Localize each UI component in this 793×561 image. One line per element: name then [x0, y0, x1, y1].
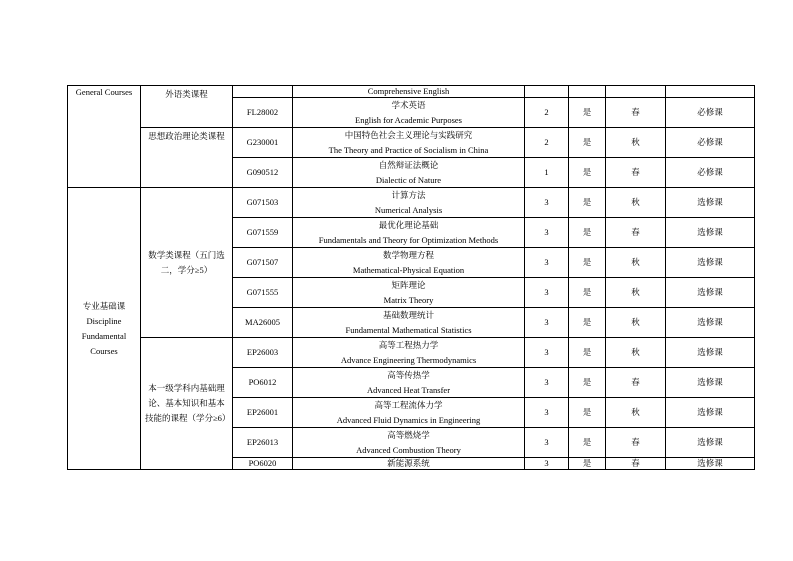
course-name-cn: 高等工程热力学: [378, 340, 439, 350]
category-label-discipline: 本一级学科内基础理论、基本知识和基本技能的课程（学分≥6）: [141, 338, 233, 470]
degree-cell: 是: [569, 428, 606, 458]
course-name-cn: 矩阵理论: [391, 280, 426, 290]
course-type-cell: [666, 86, 755, 98]
degree-cell: 是: [569, 398, 606, 428]
course-name-en: Advanced Combustion Theory: [356, 444, 461, 455]
course-name-en: Numerical Analysis: [374, 204, 443, 215]
credit-cell: 2: [525, 128, 569, 158]
term-cell: 秋: [606, 188, 666, 218]
term-cell: 秋: [606, 398, 666, 428]
table-row: [68, 338, 755, 368]
course-name-cell: [293, 98, 525, 128]
credit-cell: 3: [525, 248, 569, 278]
course-code-cell: PO6020: [233, 458, 293, 470]
course-name-cn: 高等燃烧学: [387, 430, 430, 440]
group-label-fundamental-cn: 专业基础课: [82, 300, 126, 311]
term-cell: 秋: [606, 308, 666, 338]
credit-cell: 3: [525, 308, 569, 338]
course-type-cell: 选修课: [666, 398, 755, 428]
degree-cell: 是: [569, 338, 606, 368]
course-type-cell: 选修课: [666, 188, 755, 218]
group-label-fundamental-en-1: Discipline: [86, 315, 122, 326]
credit-cell: 1: [525, 158, 569, 188]
course-name-cn: 高等工程流体力学: [374, 400, 443, 410]
degree-cell: 是: [569, 308, 606, 338]
course-type-cell: 必修课: [666, 128, 755, 158]
term-cell: 春: [606, 218, 666, 248]
term-cell: 秋: [606, 338, 666, 368]
course-name-cn: 基础数理统计: [382, 310, 434, 320]
course-name-en: Advance Engineering Thermodynamics: [340, 354, 477, 365]
category-label-math: 数学类课程（五门选二，学分≥5）: [141, 188, 233, 338]
degree-cell: 是: [569, 128, 606, 158]
degree-cell: 是: [569, 368, 606, 398]
degree-cell: [569, 86, 606, 98]
term-cell: 春: [606, 428, 666, 458]
credit-cell: 3: [525, 458, 569, 470]
course-code-cell: G230001: [233, 128, 293, 158]
category-label-politics: 思想政治理论类课程: [141, 128, 233, 188]
credit-cell: 3: [525, 368, 569, 398]
credit-cell: 2: [525, 98, 569, 128]
degree-cell: 是: [569, 218, 606, 248]
course-name-en: Fundamentals and Theory for Optimization Methods: [318, 234, 499, 245]
course-name-cell: [293, 428, 525, 458]
credit-cell: 3: [525, 338, 569, 368]
course-name-cn: 中国特色社会主义理论与实践研究: [344, 130, 473, 140]
course-name-cn: 自然辩证法概论: [378, 160, 439, 170]
course-type-cell: 必修课: [666, 98, 755, 128]
credit-cell: 3: [525, 218, 569, 248]
term-cell: 春: [606, 158, 666, 188]
course-name-cell: [293, 158, 525, 188]
course-type-cell: 必修课: [666, 158, 755, 188]
course-code-cell: EP26013: [233, 428, 293, 458]
credit-cell: 3: [525, 428, 569, 458]
term-cell: 春: [606, 368, 666, 398]
course-name-en: Advanced Fluid Dynamics in Engineering: [336, 414, 481, 425]
course-type-cell: 选修课: [666, 458, 755, 470]
credit-cell: 3: [525, 188, 569, 218]
group-label-fundamental: [68, 188, 141, 470]
degree-cell: 是: [569, 458, 606, 470]
course-name-cell: [293, 278, 525, 308]
course-name-cn: 高等传热学: [387, 370, 430, 380]
course-code-cell: G071503: [233, 188, 293, 218]
course-name-cn: 计算方法: [391, 190, 426, 200]
course-name-cn: 学术英语: [391, 100, 426, 110]
table-row: [68, 188, 755, 218]
course-code-cell: G090512: [233, 158, 293, 188]
credit-cell: 3: [525, 278, 569, 308]
course-code-cell: G071507: [233, 248, 293, 278]
course-name-en: Advanced Heat Transfer: [366, 384, 451, 395]
course-name-en: Fundamental Mathematical Statistics: [345, 324, 472, 335]
group-label-fundamental-en-2: Fundamental: [81, 330, 127, 341]
course-code-cell: EP26003: [233, 338, 293, 368]
term-cell: 秋: [606, 278, 666, 308]
course-type-cell: 选修课: [666, 248, 755, 278]
course-code-cell: EP26001: [233, 398, 293, 428]
course-name-cell: [293, 308, 525, 338]
term-cell: 春: [606, 98, 666, 128]
course-code-cell: G071555: [233, 278, 293, 308]
course-name-en: Mathematical-Physical Equation: [352, 264, 465, 275]
course-name-en: Dialectic of Nature: [375, 174, 442, 185]
course-code-cell: [233, 86, 293, 98]
course-type-cell: 选修课: [666, 278, 755, 308]
degree-cell: 是: [569, 98, 606, 128]
course-type-cell: 选修课: [666, 218, 755, 248]
term-cell: 秋: [606, 128, 666, 158]
course-type-cell: 选修课: [666, 428, 755, 458]
degree-cell: 是: [569, 278, 606, 308]
credit-cell: [525, 86, 569, 98]
category-label-foreign-language: 外语类课程: [141, 86, 233, 128]
degree-cell: 是: [569, 188, 606, 218]
course-name-cell: [293, 398, 525, 428]
degree-cell: 是: [569, 248, 606, 278]
course-name-cell: 新能源系统: [293, 458, 525, 470]
degree-cell: 是: [569, 158, 606, 188]
course-name-en: English for Academic Purposes: [355, 114, 462, 125]
course-code-cell: PO6012: [233, 368, 293, 398]
term-cell: 春: [606, 458, 666, 470]
term-cell: [606, 86, 666, 98]
course-type-cell: 选修课: [666, 368, 755, 398]
course-type-cell: 选修课: [666, 338, 755, 368]
course-type-cell: 选修课: [666, 308, 755, 338]
course-code-cell: MA26005: [233, 308, 293, 338]
term-cell: 秋: [606, 248, 666, 278]
course-code-cell: G071559: [233, 218, 293, 248]
course-name-cell: [293, 338, 525, 368]
course-name-cn: 数学物理方程: [382, 250, 434, 260]
course-name-cell: [293, 248, 525, 278]
group-label-general: General Courses: [68, 86, 141, 188]
table-row: [68, 86, 755, 98]
course-name-cell: [293, 368, 525, 398]
group-label-fundamental-en-3: Courses: [90, 345, 118, 356]
course-name-cell: [293, 188, 525, 218]
course-code-cell: FL28002: [233, 98, 293, 128]
course-name-cn: 最优化理论基础: [378, 220, 439, 230]
table-row: [68, 128, 755, 158]
course-name-en: Matrix Theory: [383, 294, 434, 305]
course-name-en: The Theory and Practice of Socialism in China: [328, 144, 489, 155]
course-table: [67, 85, 755, 470]
course-name-cell: [293, 218, 525, 248]
course-name-cell: Comprehensive English: [293, 86, 525, 98]
credit-cell: 3: [525, 398, 569, 428]
course-name-cell: [293, 128, 525, 158]
